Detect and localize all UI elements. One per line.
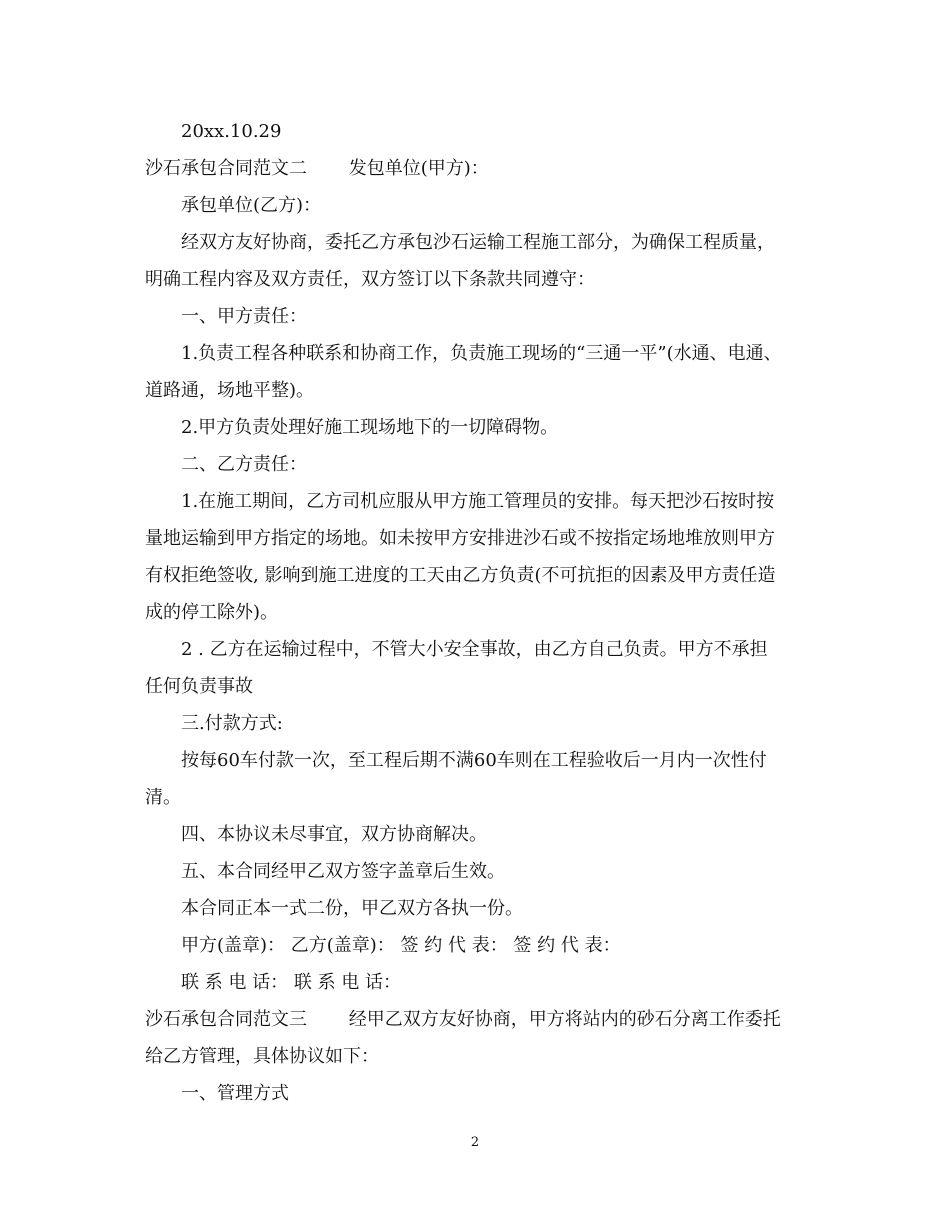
section-heading: 一、甲方责任： — [181, 306, 307, 327]
contract-two-heading: 沙石承包合同范文二 发包单位(甲方)： — [145, 158, 489, 179]
paragraph-line: 1.负责工程各种联系和协商工作，负责施工现场的“三通一平”(水通、电通、 — [181, 343, 782, 364]
date-line: 20xx.10.29 — [181, 121, 282, 142]
paragraph-line: 成的停工除外)。 — [145, 602, 279, 623]
section-heading: 二、乙方责任： — [181, 454, 307, 475]
paragraph-line: 五、本合同经甲乙双方签字盖章后生效。 — [181, 861, 505, 882]
paragraph-line: 任何负责事故 — [145, 676, 253, 697]
phone-line: 联 系 电 话： 联 系 电 话： — [181, 972, 402, 993]
paragraph-line: 经双方友好协商，委托乙方承包沙石运输工程施工部分，为确保工程质量， — [181, 232, 775, 253]
paragraph-line: 有权拒绝签收, 影响到施工进度的工天由乙方负责(不可抗拒的因素及甲方责任造 — [145, 565, 776, 586]
paragraph-line: 清。 — [145, 787, 181, 808]
paragraph-line: 1.在施工期间，乙方司机应服从甲方施工管理员的安排。每天把沙石按时按 — [181, 491, 775, 512]
contractor-party-line: 承包单位(乙方)： — [181, 195, 322, 216]
paragraph-line: 四、本协议未尽事宜，双方协商解决。 — [181, 824, 487, 845]
signature-line: 甲方(盖章)： 乙方(盖章)： 签 约 代 表： 签 约 代 表： — [181, 935, 621, 956]
section-heading: 三.付款方式: — [181, 713, 283, 734]
paragraph-line: 给乙方管理，具体协议如下： — [145, 1046, 379, 1067]
section-heading: 一、管理方式 — [181, 1083, 289, 1104]
page-number: 2 — [470, 1135, 480, 1150]
paragraph-line: 量地运输到甲方指定的场地。如未按甲方安排进沙石或不按指定场地堆放则甲方 — [145, 528, 775, 549]
paragraph-line: 道路通，场地平整)。 — [145, 380, 315, 401]
contract-three-heading: 沙石承包合同范文三 经甲乙双方友好协商，甲方将站内的砂石分离工作委托 — [145, 1009, 781, 1030]
paragraph-line: 2.甲方负责处理好施工现场地下的一切障碍物。 — [181, 417, 559, 438]
paragraph-line: 按每60车付款一次，至工程后期不满60车则在工程验收后一月内一次性付 — [181, 750, 767, 771]
paragraph-line: 本合同正本一式二份，甲乙双方各执一份。 — [181, 898, 523, 919]
paragraph-line: 2 . 乙方在运输过程中，不管大小安全事故，由乙方自己负责。甲方不承担 — [181, 639, 768, 660]
paragraph-line: 明确工程内容及双方责任，双方签订以下条款共同遵守： — [145, 269, 595, 290]
